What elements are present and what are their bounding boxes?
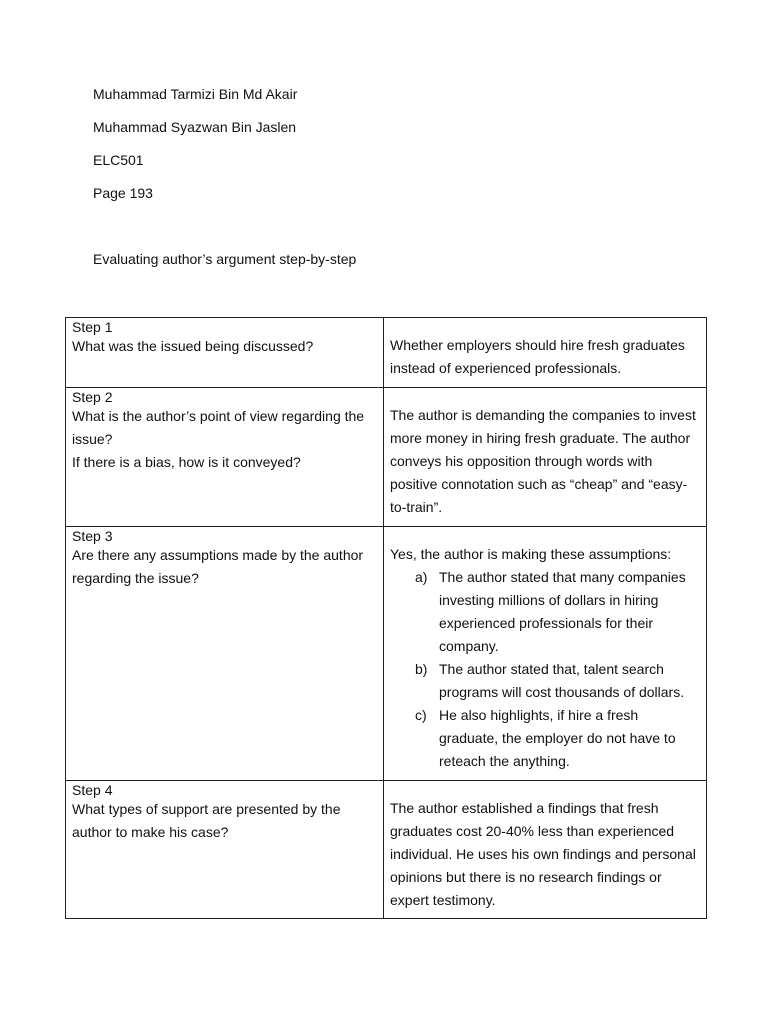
step-label: Step 1 <box>72 319 113 335</box>
question-text: What types of support are presented by the author to make his case? <box>72 801 341 840</box>
list-item <box>415 704 700 773</box>
question-cell <box>66 388 384 527</box>
step-label: Step 4 <box>72 782 113 798</box>
list-marker: b) <box>415 661 428 677</box>
table-row <box>66 318 707 388</box>
answer-text: The author established a findings that fresh graduates cost 20-40% less than experienced individual. He uses his own findings and personal opinions but there is no research findings or expert testimony. <box>390 800 696 908</box>
answer-cell <box>384 388 707 527</box>
question-text: What was the issued being discussed? <box>72 338 314 354</box>
author-name-2: Muhammad Syazwan Bin Jaslen <box>93 119 297 135</box>
answer-cell <box>384 318 707 388</box>
answer-intro: Yes, the author is making these assumptions: <box>390 546 672 562</box>
question-cell <box>66 781 384 919</box>
course-code: ELC501 <box>93 152 144 168</box>
step-label: Step 3 <box>72 528 113 544</box>
answer-text: Whether employers should hire fresh graduates instead of experienced professionals. <box>390 337 685 376</box>
table-row <box>66 388 707 527</box>
answer-text: The author is demanding the companies to invest more money in hiring fresh graduate. The author conveys his opposition through words with positive connotation such as “cheap” and “easy-to-train”. <box>390 407 696 515</box>
list-item-text: The author stated that, talent search programs will cost thousands of dollars. <box>439 661 685 700</box>
list-marker: c) <box>415 707 427 723</box>
answer-cell <box>384 781 707 919</box>
assumption-list <box>390 566 700 773</box>
question-text: Are there any assumptions made by the author regarding the issue? <box>72 547 364 586</box>
list-item-text: He also highlights, if hire a fresh graduate, the employer do not have to reteach the anything. <box>439 707 676 769</box>
question-cell <box>66 318 384 388</box>
author-name-1: Muhammad Tarmizi Bin Md Akair <box>93 86 298 102</box>
evaluation-table <box>65 317 707 919</box>
answer-cell <box>384 527 707 781</box>
list-marker: a) <box>415 569 428 585</box>
table-row <box>66 527 707 781</box>
step-label: Step 2 <box>72 389 113 405</box>
document-title: Evaluating author’s argument step-by-step <box>93 251 357 267</box>
page-reference: Page 193 <box>93 185 153 201</box>
question-text: What is the author’s point of view regarding the issue? <box>72 408 365 447</box>
question-cell <box>66 527 384 781</box>
question-text: If there is a bias, how is it conveyed? <box>72 454 301 470</box>
list-item <box>415 658 700 704</box>
table-row <box>66 781 707 919</box>
list-item <box>415 566 700 658</box>
list-item-text: The author stated that many companies investing millions of dollars in hiring experienced professionals for their company. <box>439 569 686 654</box>
